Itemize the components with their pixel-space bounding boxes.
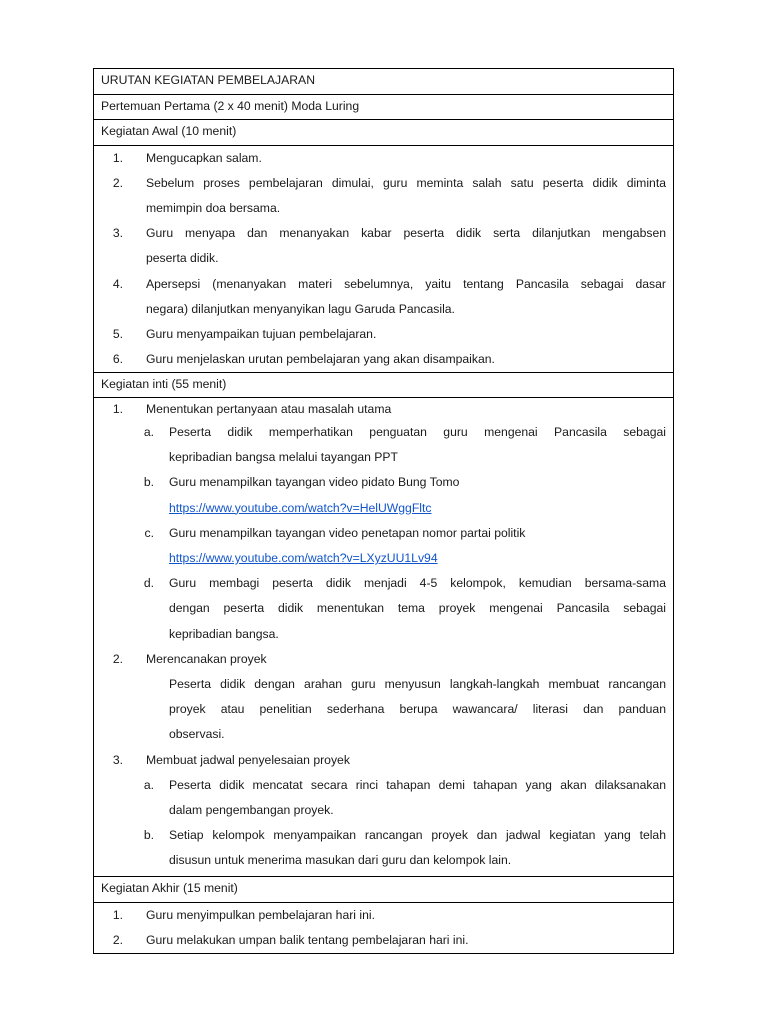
- para-text: observasi.: [169, 727, 225, 742]
- meeting-info: Pertemuan Pertama (2 x 40 menit) Moda Luring: [94, 95, 673, 121]
- sub-text: disusun untuk menerima masukan dari guru dan kelompok lain.: [169, 853, 512, 868]
- sub-text: dalam pengembangan proyek.: [169, 803, 334, 818]
- sub-text: Peserta didik mencatat secara rinci tahapan demi tahapan yang akan dilaksanakan: [169, 777, 666, 792]
- sub-text: Guru membagi peserta didik menjadi 4-5 kelompok, kemudian bersama-sama: [169, 576, 666, 591]
- sub-item: [94, 571, 666, 647]
- item-text: Apersepsi (menanyakan materi sebelumnya, yaitu tentang Pancasila sebagai dasar: [146, 276, 666, 291]
- step-number: 2.: [112, 651, 123, 666]
- sub-letter: a.: [143, 425, 154, 439]
- item-text: Mengucapkan salam.: [146, 150, 262, 165]
- step-title: Menentukan pertanyaan atau masalah utama: [146, 402, 392, 416]
- sub-text: Setiap kelompok menyampaikan rancangan proyek dan jadwal kegiatan yang telah: [169, 828, 666, 843]
- sub-item: [94, 773, 666, 823]
- step-number: 1.: [112, 402, 123, 416]
- item-number: 4.: [112, 276, 123, 291]
- sub-item: [94, 420, 666, 470]
- item-text: Guru menyimpulkan pembelajaran hari ini.: [146, 907, 375, 922]
- section-heading-akhir: Kegiatan Akhir (15 menit): [94, 877, 673, 903]
- step-3: [94, 748, 666, 773]
- item-number: 6.: [112, 352, 123, 367]
- sub-text: kepribadian bangsa.: [169, 626, 279, 641]
- sub-item: [94, 521, 666, 571]
- item-text: negara) dilanjutkan menyanyikan lagu Garuda Pancasila.: [146, 301, 455, 316]
- para-text: Peserta didik dengan arahan guru menyusun langkah-langkah membuat rancangan: [169, 677, 666, 692]
- sub-letter: b.: [143, 475, 154, 490]
- section-awal: [94, 146, 673, 373]
- sub-letter: d.: [143, 576, 154, 591]
- item-text: peserta didik.: [146, 251, 219, 266]
- sub-letter: a.: [143, 777, 154, 792]
- sub-letter: c.: [144, 525, 154, 540]
- step-1: [94, 398, 666, 420]
- sub-text: Guru menampilkan tayangan video pidato Bung Tomo: [169, 475, 460, 490]
- list-item: [94, 221, 666, 271]
- item-text: Guru menyapa dan menanyakan kabar peserta didik serta dilanjutkan mengabsen: [146, 226, 666, 241]
- step-2: [94, 647, 666, 672]
- list-item: [94, 146, 666, 171]
- item-number: 2.: [112, 932, 123, 947]
- video-link-bung-tomo[interactable]: https://www.youtube.com/watch?v=HelUWggFltc: [169, 500, 432, 515]
- item-text: memimpin doa bersama.: [146, 200, 281, 215]
- sub-text: Guru menampilkan tayangan video penetapan nomor partai politik: [169, 525, 526, 540]
- step-2-paragraph: [169, 672, 666, 748]
- step-title: Merencanakan proyek: [146, 651, 267, 666]
- para-text: proyek atau penelitian sederhana berupa wawancara/ literasi dan panduan: [169, 702, 666, 717]
- item-number: 3.: [112, 226, 123, 241]
- sub-text: kepribadian bangsa melalui tayangan PPT: [169, 450, 399, 465]
- item-number: 2.: [112, 175, 123, 190]
- video-link-partai-politik[interactable]: https://www.youtube.com/watch?v=LXyzUU1Lv94: [169, 551, 438, 566]
- item-text: Guru melakukan umpan balik tentang pembelajaran hari ini.: [146, 932, 469, 947]
- item-number: 1.: [112, 150, 123, 165]
- item-text: Guru menjelaskan urutan pembelajaran yang akan disampaikan.: [146, 352, 495, 367]
- sub-letter: b.: [143, 828, 154, 843]
- list-item: [94, 347, 666, 372]
- sub-text: Peserta didik memperhatikan penguatan guru mengenai Pancasila sebagai: [169, 425, 666, 439]
- list-item: [94, 322, 666, 347]
- section-inti: [94, 398, 673, 877]
- step-number: 3.: [112, 752, 123, 767]
- list-item: [94, 903, 666, 928]
- sub-text: dengan peserta didik menentukan tema proyek mengenai Pancasila sebagai: [169, 601, 666, 616]
- item-text: Guru menyampaikan tujuan pembelajaran.: [146, 326, 377, 341]
- item-number: 1.: [112, 907, 123, 922]
- section-akhir: [94, 903, 673, 953]
- sub-item: [94, 823, 666, 873]
- step-title: Membuat jadwal penyelesaian proyek: [146, 752, 350, 767]
- sub-item: [94, 470, 666, 520]
- list-item: [94, 928, 666, 953]
- item-text: Sebelum proses pembelajaran dimulai, guru meminta salah satu peserta didik diminta: [146, 175, 666, 190]
- table-title: URUTAN KEGIATAN PEMBELAJARAN: [94, 69, 673, 95]
- section-heading-awal: Kegiatan Awal (10 menit): [94, 120, 673, 146]
- list-item: [94, 171, 666, 221]
- section-heading-inti: Kegiatan inti (55 menit): [94, 373, 673, 399]
- lesson-table: [93, 68, 674, 954]
- list-item: [94, 272, 666, 322]
- item-number: 5.: [112, 326, 123, 341]
